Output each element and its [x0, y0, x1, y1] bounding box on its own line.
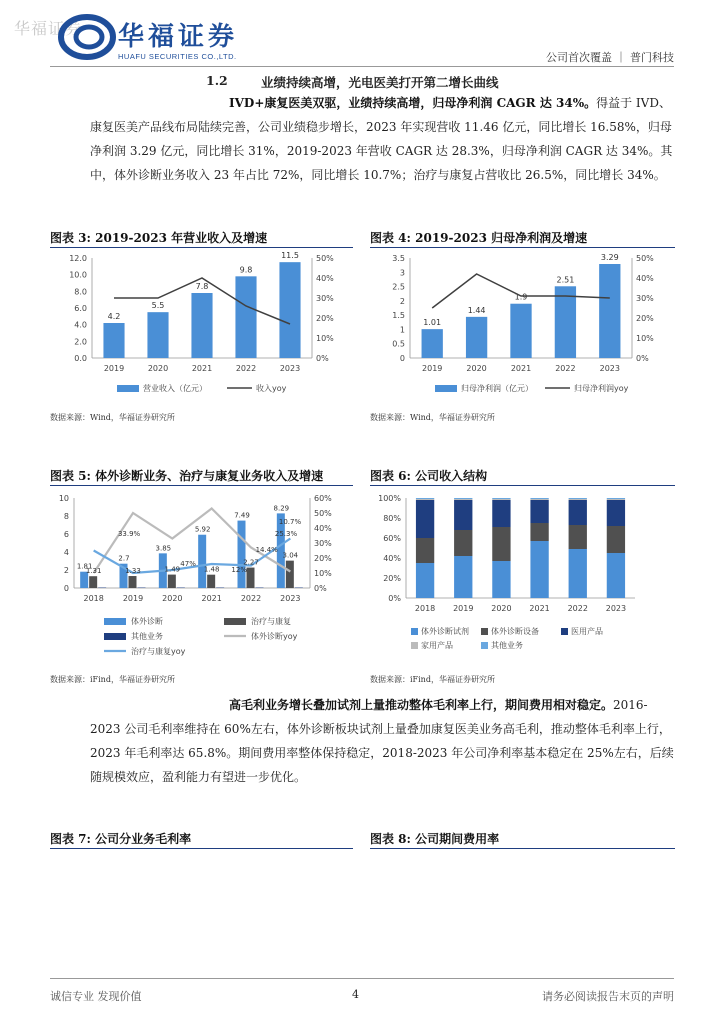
fig8-title-rule	[370, 848, 675, 849]
x-tick-label: 2019	[103, 364, 125, 373]
y-left-tick-label: 2	[399, 296, 405, 306]
stacked-bar-segment	[607, 553, 625, 598]
y-right-tick-label: 0%	[316, 354, 329, 363]
y-left-tick-label: 2.5	[392, 282, 405, 292]
x-tick-label: 2023	[280, 594, 301, 603]
yoy-data-label: 25.3%	[274, 530, 298, 538]
bar	[168, 575, 176, 588]
stacked-bar-segment	[416, 498, 434, 499]
bar	[247, 568, 255, 588]
legend-swatch	[411, 642, 418, 649]
legend-line-label: 归母净利润yoy	[574, 384, 629, 393]
y-left-tick-label: 1.5	[392, 311, 405, 321]
bar-data-label: 1.01	[423, 318, 442, 328]
legend-swatch	[224, 618, 246, 625]
y-right-tick-label: 30%	[636, 294, 654, 303]
y-left-tick-label: 2.0	[74, 337, 87, 347]
legend-label: 家用产品	[421, 641, 453, 650]
stacked-bar-segment	[492, 498, 510, 499]
section-number: 1.2	[206, 73, 228, 88]
legend-swatch	[104, 618, 126, 625]
legend-bar-label: 营业收入（亿元）	[143, 384, 207, 393]
fig7-title-rule	[50, 848, 353, 849]
stacked-bar-segment	[607, 498, 625, 499]
x-tick-label: 2019	[453, 604, 474, 613]
stacked-bar-segment	[607, 526, 625, 553]
y-right-tick-label: 10%	[314, 569, 332, 578]
y-left-tick-label: 6	[63, 530, 69, 539]
bar-data-label: 1.44	[467, 305, 486, 315]
y-left-tick-label: 4	[63, 548, 69, 557]
fig5-chart	[50, 488, 353, 666]
y-left-tick-label: 0	[399, 354, 405, 363]
bar	[191, 293, 212, 358]
stacked-bar-segment	[569, 498, 587, 499]
stacked-bar-segment	[492, 499, 510, 500]
x-tick-label: 2023	[599, 364, 620, 373]
y-right-tick-label: 50%	[316, 254, 334, 263]
bar-data-label: 9.8	[239, 265, 253, 275]
yoy-data-label: 33.9%	[117, 530, 141, 538]
y-left-tick-label: 8.0	[74, 287, 87, 297]
legend-swatch	[104, 633, 126, 640]
y-left-tick-label: 0.5	[392, 339, 405, 349]
bar-data-label: 8.29	[273, 504, 290, 513]
footer-divider	[50, 978, 674, 979]
legend-label: 体外诊断试剂	[421, 627, 469, 636]
bar-data-label: 3.29	[600, 253, 619, 262]
fig5-source: 数据来源：iFind，华福证券研究所	[50, 675, 175, 684]
bar	[198, 535, 206, 588]
y-left-tick-label: 12.0	[69, 254, 87, 263]
paragraph-1-body: 得益于 IVD、康复医美产品线布局陆续完善，公司业绩稳步增长，2023 年实现营收 11.46 亿元，同比增长 16.58%，归母净利润 3.29 亿元，同比增长 31%，2019-2023 年营收 CAGR 达 28.3%，归母净利润 CAGR 达 34%。其中，体外诊断业务收入 23 年占比 72%，同比增长 10.7%；治疗与康复占营收比 26.5%，同比增长 34%。	[90, 96, 673, 182]
bar	[510, 304, 531, 358]
legend-label: 体外诊断设备	[491, 627, 539, 636]
bar-data-label: 7.8	[195, 282, 209, 291]
legend-label: 体外诊断	[131, 617, 163, 626]
footer-left: 诚信专业 发现价值	[50, 990, 142, 1003]
stacked-bar-segment	[569, 525, 587, 549]
y-left-tick-label: 0	[63, 584, 69, 593]
y-left-tick-label: 1	[399, 325, 405, 335]
fig3-title: 图表 3: 2019-2023 年营业收入及增速	[50, 231, 268, 245]
y-right-tick-label: 50%	[314, 509, 332, 518]
y-left-tick-label: 0.0	[74, 354, 87, 363]
y-left-tick-label: 80%	[383, 514, 401, 523]
y-right-tick-label: 10%	[636, 334, 654, 343]
y-left-tick-label: 20%	[383, 574, 401, 583]
stacked-bar-segment	[530, 541, 548, 598]
bar-data-label: 5.92	[194, 525, 211, 534]
bar-data-label: 1.9	[514, 292, 528, 302]
yoy-data-label: 14.4%	[255, 546, 278, 554]
yoy-line	[432, 274, 610, 308]
x-tick-label: 2022	[555, 364, 576, 373]
logo-english: HUAFU SECURITIES CO.,LTD.	[118, 52, 237, 61]
fig5-title: 图表 5: 体外诊断业务、治疗与康复业务收入及增速	[50, 469, 324, 483]
y-left-tick-label: 3.5	[392, 254, 405, 263]
bar	[235, 276, 256, 358]
fig6-source: 数据来源：iFind，华福证券研究所	[370, 675, 495, 684]
y-left-tick-label: 3	[399, 268, 405, 278]
bar	[207, 575, 215, 588]
huafu-logo-icon	[58, 12, 116, 62]
y-right-tick-label: 30%	[314, 539, 332, 548]
x-tick-label: 2023	[279, 364, 301, 373]
fig6-title: 图表 6: 公司收入结构	[370, 469, 488, 483]
y-left-tick-label: 4.0	[74, 320, 87, 330]
x-tick-label: 2022	[235, 364, 257, 373]
fig4-title: 图表 4: 2019-2023 归母净利润及增速	[370, 231, 588, 245]
bar-data-label: 2.7	[118, 554, 130, 563]
x-tick-label: 2023	[605, 604, 627, 613]
fig3-source: 数据来源：Wind，华福证券研究所	[50, 413, 175, 422]
y-left-tick-label: 10	[58, 494, 69, 503]
bar-data-label: 1.33	[125, 567, 141, 576]
bar-data-label: 1.81	[76, 562, 93, 571]
y-right-tick-label: 40%	[636, 274, 654, 283]
y-left-tick-label: 0%	[388, 594, 401, 603]
legend-label: 医用产品	[571, 627, 603, 636]
legend-line-label: 收入yoy	[256, 384, 287, 393]
y-right-tick-label: 50%	[636, 254, 654, 263]
stacked-bar-segment	[530, 500, 548, 523]
x-tick-label: 2020	[162, 594, 183, 603]
stacked-bar-segment	[454, 500, 472, 530]
legend-label: 体外诊断yoy	[251, 632, 298, 641]
stacked-bar-segment	[607, 499, 625, 500]
bar-data-label: 1.49	[164, 565, 181, 574]
y-right-tick-label: 10%	[316, 334, 334, 343]
bar	[103, 323, 124, 358]
x-tick-label: 2022	[240, 594, 262, 603]
paragraph-2-lead: 高毛利业务增长叠加试剂上量推动整体毛利率上行，期间费用相对稳定。	[229, 698, 614, 712]
bar-data-label: 7.49	[234, 511, 250, 520]
y-right-tick-label: 0%	[314, 584, 327, 593]
section-title: 业绩持续高增，光电医美打开第二增长曲线	[261, 75, 499, 90]
stacked-bar-segment	[569, 499, 587, 500]
legend-swatch	[481, 642, 488, 649]
x-tick-label: 2021	[510, 364, 532, 373]
stacked-bar-segment	[454, 530, 472, 556]
page-number: 4	[352, 988, 359, 1001]
bar-data-label: 2.27	[243, 558, 259, 567]
stacked-bar-segment	[416, 538, 434, 563]
x-tick-label: 2022	[567, 604, 588, 613]
stacked-bar-segment	[416, 500, 434, 538]
x-tick-label: 2021	[201, 594, 222, 603]
y-right-tick-label: 40%	[316, 274, 334, 283]
y-right-tick-label: 0%	[636, 354, 649, 363]
y-left-tick-label: 60%	[383, 534, 401, 543]
watermark: 华福证券	[14, 19, 83, 38]
bar-data-label: 2.51	[556, 275, 575, 285]
bar	[147, 312, 168, 358]
stacked-bar-segment	[416, 499, 434, 500]
yoy-data-label: 10.7%	[278, 518, 302, 526]
bar-data-label: 1.48	[203, 565, 220, 574]
stacked-bar-segment	[607, 500, 625, 526]
legend-swatch	[561, 628, 568, 635]
bar-data-label: 4.2	[107, 312, 121, 321]
x-tick-label: 2021	[191, 364, 213, 373]
stacked-bar-segment	[454, 556, 472, 598]
fig6-title-rule	[370, 485, 675, 486]
fig3-title-rule	[50, 247, 353, 248]
y-left-tick-label: 100%	[378, 494, 401, 503]
x-tick-label: 2018	[414, 604, 436, 613]
bar	[129, 576, 137, 588]
yoy-data-label: 12%	[231, 566, 247, 574]
fig4-chart	[370, 250, 675, 410]
y-right-tick-label: 60%	[314, 494, 332, 503]
y-left-tick-label: 10.0	[69, 270, 87, 280]
x-tick-label: 2020	[466, 364, 487, 373]
bar	[89, 576, 97, 588]
x-tick-label: 2020	[147, 364, 169, 373]
x-tick-label: 2019	[122, 594, 144, 603]
y-right-tick-label: 20%	[314, 554, 332, 563]
fig3-chart	[50, 250, 353, 410]
legend-label: 其他业务	[491, 641, 523, 650]
bar	[599, 264, 620, 358]
stacked-bar-segment	[530, 498, 548, 499]
paragraph-1	[90, 91, 675, 187]
bar-data-label: 3.85	[155, 544, 172, 553]
stacked-bar-segment	[492, 561, 510, 598]
bar	[279, 262, 300, 358]
header-divider	[50, 66, 674, 67]
bar-data-label: 11.5	[281, 251, 299, 261]
paragraph-1-lead: IVD+康复医美双驱，业绩持续高增，归母净利润 CAGR 达 34%。	[229, 96, 597, 110]
header-right-text: 公司首次覆盖 ｜ 普门科技	[546, 51, 674, 64]
logo-text: 华福证券	[118, 22, 239, 52]
bar	[466, 317, 487, 358]
stacked-bar-segment	[492, 527, 510, 561]
fig4-source: 数据来源：Wind，华福证券研究所	[370, 413, 495, 422]
y-right-tick-label: 20%	[316, 314, 334, 323]
fig5-title-rule	[50, 485, 353, 486]
stacked-bar-segment	[569, 549, 587, 598]
legend-swatch	[481, 628, 488, 635]
bar	[286, 561, 294, 588]
y-left-tick-label: 8	[63, 512, 69, 521]
paragraph-2-body: 2016-2023 公司毛利率维持在 60%左右，体外诊断板块试剂上量叠加康复医美业务高毛利，推动整体毛利率上行，2023 年毛利率达 65.8%。期间费用率整体保持稳定，2018-2023 年公司净利率基本稳定在 25%左右，后续随规模效应，盈利能力有望进一步优化。	[90, 698, 674, 784]
y-right-tick-label: 20%	[636, 314, 654, 323]
stacked-bar-segment	[454, 499, 472, 500]
y-left-tick-label: 2	[63, 566, 69, 575]
x-tick-label: 2019	[422, 364, 443, 373]
x-tick-label: 2020	[491, 604, 512, 613]
y-left-tick-label: 6.0	[74, 304, 87, 313]
stacked-bar-segment	[530, 523, 548, 541]
fig4-title-rule	[370, 247, 675, 248]
x-tick-label: 2018	[83, 594, 104, 603]
y-left-tick-label: 40%	[383, 554, 401, 563]
y-right-tick-label: 30%	[316, 294, 334, 303]
stacked-bar-segment	[454, 498, 472, 499]
paragraph-2	[90, 693, 675, 789]
bar-data-label: 1.31	[85, 567, 102, 576]
fig8-title: 图表 8: 公司期间费用率	[370, 832, 500, 846]
bar-data-label: 5.5	[151, 301, 165, 311]
footer-right: 请务必阅读报告末页的声明	[542, 990, 674, 1003]
legend-label: 治疗与康复	[251, 617, 291, 626]
bar	[422, 329, 443, 358]
bar-data-label: 3.04	[282, 551, 299, 560]
bar	[238, 521, 246, 588]
legend-label: 治疗与康复yoy	[131, 647, 186, 656]
legend-bar-swatch	[117, 385, 139, 392]
fig6-chart	[370, 488, 675, 666]
stacked-bar-segment	[569, 500, 587, 525]
stacked-bar-segment	[530, 499, 548, 500]
legend-swatch	[411, 628, 418, 635]
legend-bar-swatch	[435, 385, 457, 392]
fig7-title: 图表 7: 公司分业务毛利率	[50, 832, 192, 846]
x-tick-label: 2021	[529, 604, 550, 613]
legend-bar-label: 归母净利润（亿元）	[461, 384, 533, 393]
stacked-bar-segment	[416, 563, 434, 598]
legend-label: 其他业务	[131, 632, 163, 641]
stacked-bar-segment	[492, 500, 510, 527]
yoy-data-label: 47%	[180, 560, 196, 568]
y-right-tick-label: 40%	[314, 524, 332, 533]
